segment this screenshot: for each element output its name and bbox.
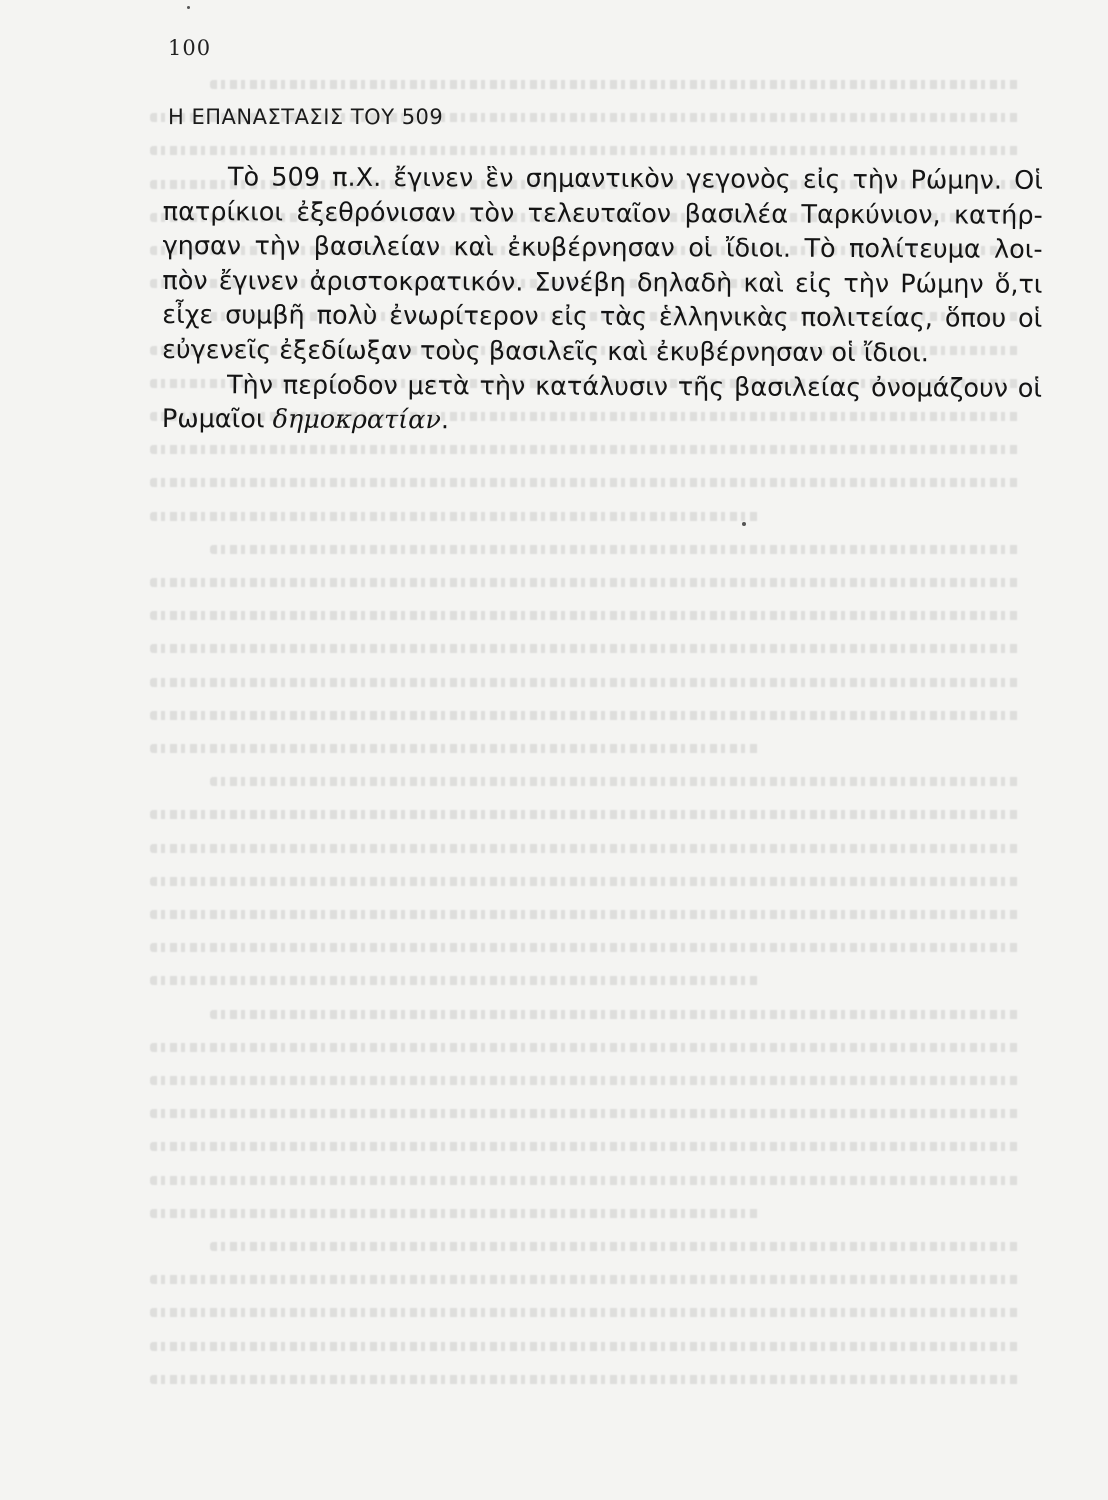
paragraph-1-line-5: εἶχε συμβῆ πολὺ ἐνωρίτερον εἰς τὰς ἑλληνικὰς πολιτείας, ὅπου οἱ (162, 300, 1043, 335)
bleed-through-line (150, 146, 1020, 155)
emphasized-term: δημοκρατίαν (272, 404, 441, 436)
bleed-through-line (150, 445, 1020, 454)
ink-speck (742, 522, 746, 526)
page-number: 100 (168, 36, 212, 60)
paragraph-2-line-2 (162, 402, 1042, 440)
bleed-through-line (150, 1076, 1020, 1085)
bleed-through-line (150, 711, 1020, 720)
body-text (162, 160, 1043, 441)
bleed-through-line (150, 943, 1020, 952)
bleed-through-line (150, 611, 1020, 620)
bleed-through-line (150, 1043, 1020, 1052)
bleed-through-line (150, 1275, 1020, 1284)
bleed-through-line (150, 877, 1020, 886)
bleed-through-line (150, 1142, 1020, 1151)
bleed-through-line (150, 844, 1020, 853)
paragraph-1-line-3: γησαν τὴν βασιλείαν καὶ ἐκυβέρνησαν οἱ ἴδιοι. Τὸ πολίτευμα λοι- (162, 231, 1043, 266)
bleed-through-line (210, 777, 1020, 786)
bleed-through-line (150, 810, 1020, 819)
ink-speck (187, 6, 190, 9)
bleed-through-line (150, 678, 1020, 687)
bleed-through-line (150, 478, 1020, 487)
bleed-through-line (150, 1109, 1020, 1118)
bleed-through-line (150, 1308, 1020, 1317)
paragraph-1-line-1: Τὸ 509 π.Χ. ἔγινεν ἓν σημαντικὸν γεγονὸς εἰς τὴν Ρώμην. Οἱ (227, 162, 1043, 196)
bleed-through-line (150, 1375, 1020, 1384)
bleed-through-line (150, 1209, 760, 1218)
bleed-through-line (210, 1242, 1020, 1251)
paragraph-2-text: Ρωμαῖοι (161, 404, 273, 435)
paragraph-2-period: . (440, 405, 450, 436)
bleed-through-line (210, 545, 1020, 554)
bleed-through-line (150, 910, 1020, 919)
bleed-through-line (150, 1176, 1020, 1185)
bleed-through-line (210, 1010, 1020, 1019)
chapter-heading: Η ΕΠΑΝΑΣΤΑΣΙΣ ΤΟΥ 509 (168, 105, 444, 129)
bleed-through-line (150, 644, 1020, 653)
bleed-through-line (150, 578, 1020, 587)
bleed-through-line (150, 1342, 1020, 1351)
paragraph-1-line-4: πὸν ἔγινεν ἀριστοκρατικόν. Συνέβη δηλαδὴ καὶ εἰς τὴν Ρώμην ὅ,τι (162, 265, 1043, 300)
paragraph-1-line-6: εὐγενεῖς ἐξεδίωξαν τοὺς βασιλεῖς καὶ ἐκυβέρνησαν οἱ ἴδιοι. (162, 334, 929, 369)
paragraph-2-line-1: Τὴν περίοδον μετὰ τὴν κατάλυσιν τῆς βασιλείας ὀνομάζουν οἱ (226, 369, 1043, 404)
bleed-through-line (150, 976, 760, 985)
bleed-through-line (150, 744, 760, 753)
paragraph-1-line-2: πατρίκιοι ἐξεθρόνισαν τὸν τελευταῖον βασιλέα Ταρκύνιον, κατήρ- (162, 196, 1043, 231)
bleed-through-line (150, 512, 760, 521)
bleed-through-line (210, 80, 1020, 89)
